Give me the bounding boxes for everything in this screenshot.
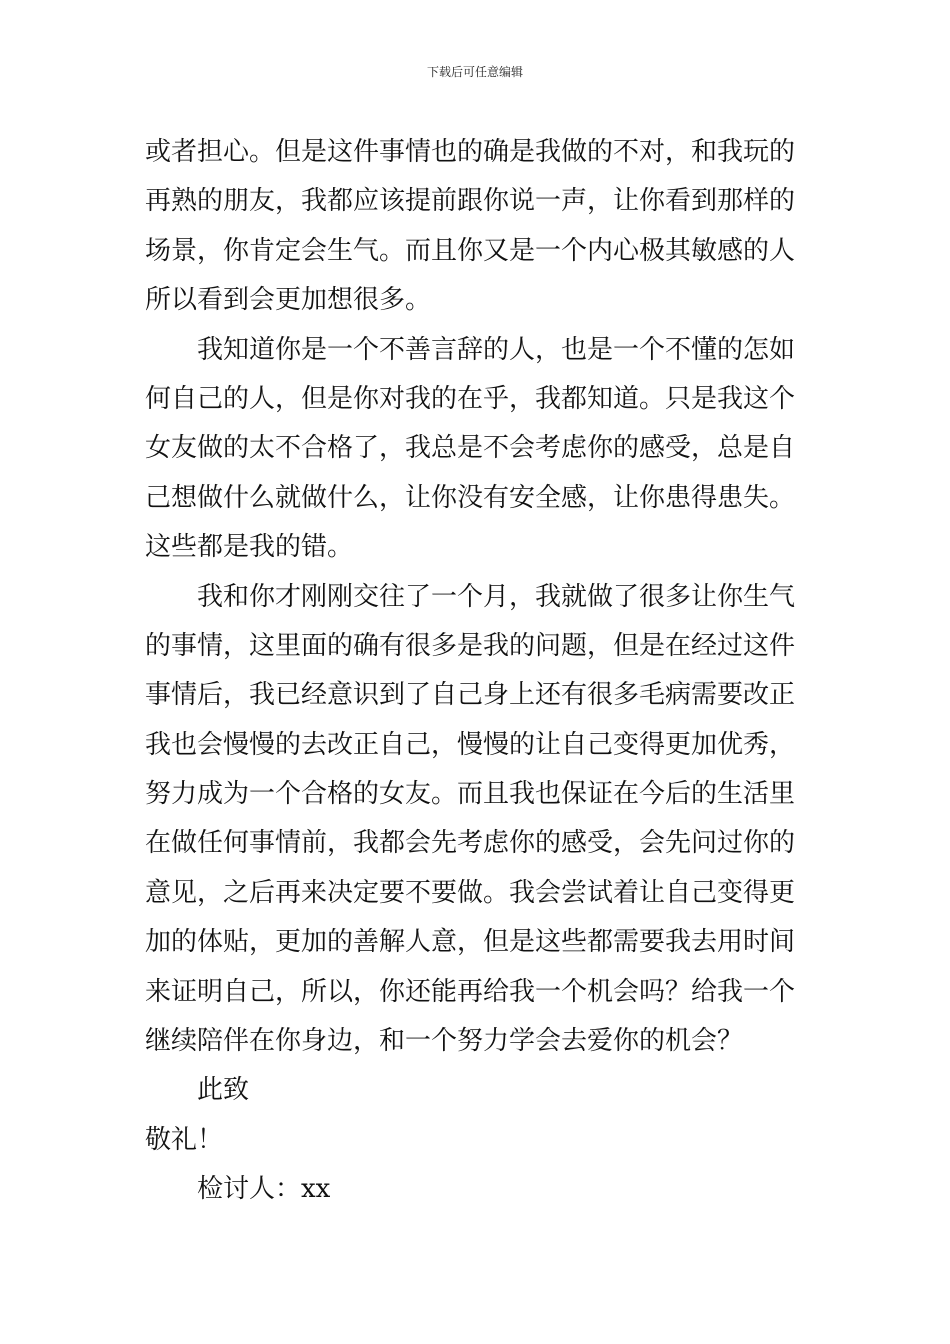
text-line: 我也会慢慢的去改正自己，慢慢的让自己变得更加优秀， [145, 729, 796, 760]
document-body [145, 128, 807, 1215]
text-line: 己想做什么就做什么，让你没有安全感，让你患得患失。 [145, 482, 796, 513]
signature-line: 检讨人：xx [197, 1174, 331, 1205]
text-line: 来证明自己，所以，你还能再给我一个机会吗？给我一个 [145, 976, 796, 1007]
text-line: 加的体贴，更加的善解人意，但是这些都需要我去用时间 [145, 927, 796, 958]
text-line: 努力成为一个合格的女友。而且我也保证在今后的生活里 [145, 779, 796, 810]
text-line: 所以看到会更加想很多。 [145, 285, 432, 316]
text-line: 女友做的太不合格了，我总是不会考虑你的感受，总是自 [145, 433, 796, 464]
text-line: 在做任何事情前，我都会先考虑你的感受，会先问过你的 [145, 828, 796, 859]
closing-salutation: 此致 [197, 1075, 250, 1106]
text-line: 的事情，这里面的确有很多是我的问题，但是在经过这件 [145, 630, 796, 661]
text-line: 我和你才刚刚交往了一个月，我就做了很多让你生气 [197, 581, 796, 612]
page-header: 下载后可任意编辑 [426, 65, 523, 79]
closing-regards: 敬礼！ [145, 1124, 224, 1155]
text-line: 这些都是我的错。 [145, 532, 354, 563]
text-line: 继续陪伴在你身边，和一个努力学会去爱你的机会？ [145, 1026, 744, 1057]
text-line: 场景，你肯定会生气。而且你又是一个内心极其敏感的人 [145, 235, 796, 266]
text-line: 或者担心。但是这件事情也的确是我做的不对，和我玩的 [145, 137, 796, 167]
text-line: 再熟的朋友，我都应该提前跟你说一声，让你看到那样的 [145, 186, 796, 217]
text-line: 何自己的人，但是你对我的在乎，我都知道。只是我这个 [145, 383, 796, 414]
text-line: 意见，之后再来决定要不要做。我会尝试着让自己变得更 [145, 877, 796, 908]
text-line: 我知道你是一个不善言辞的人，也是一个不懂的怎如 [197, 334, 796, 365]
text-line: 事情后，我已经意识到了自己身上还有很多毛病需要改正 [145, 680, 796, 711]
